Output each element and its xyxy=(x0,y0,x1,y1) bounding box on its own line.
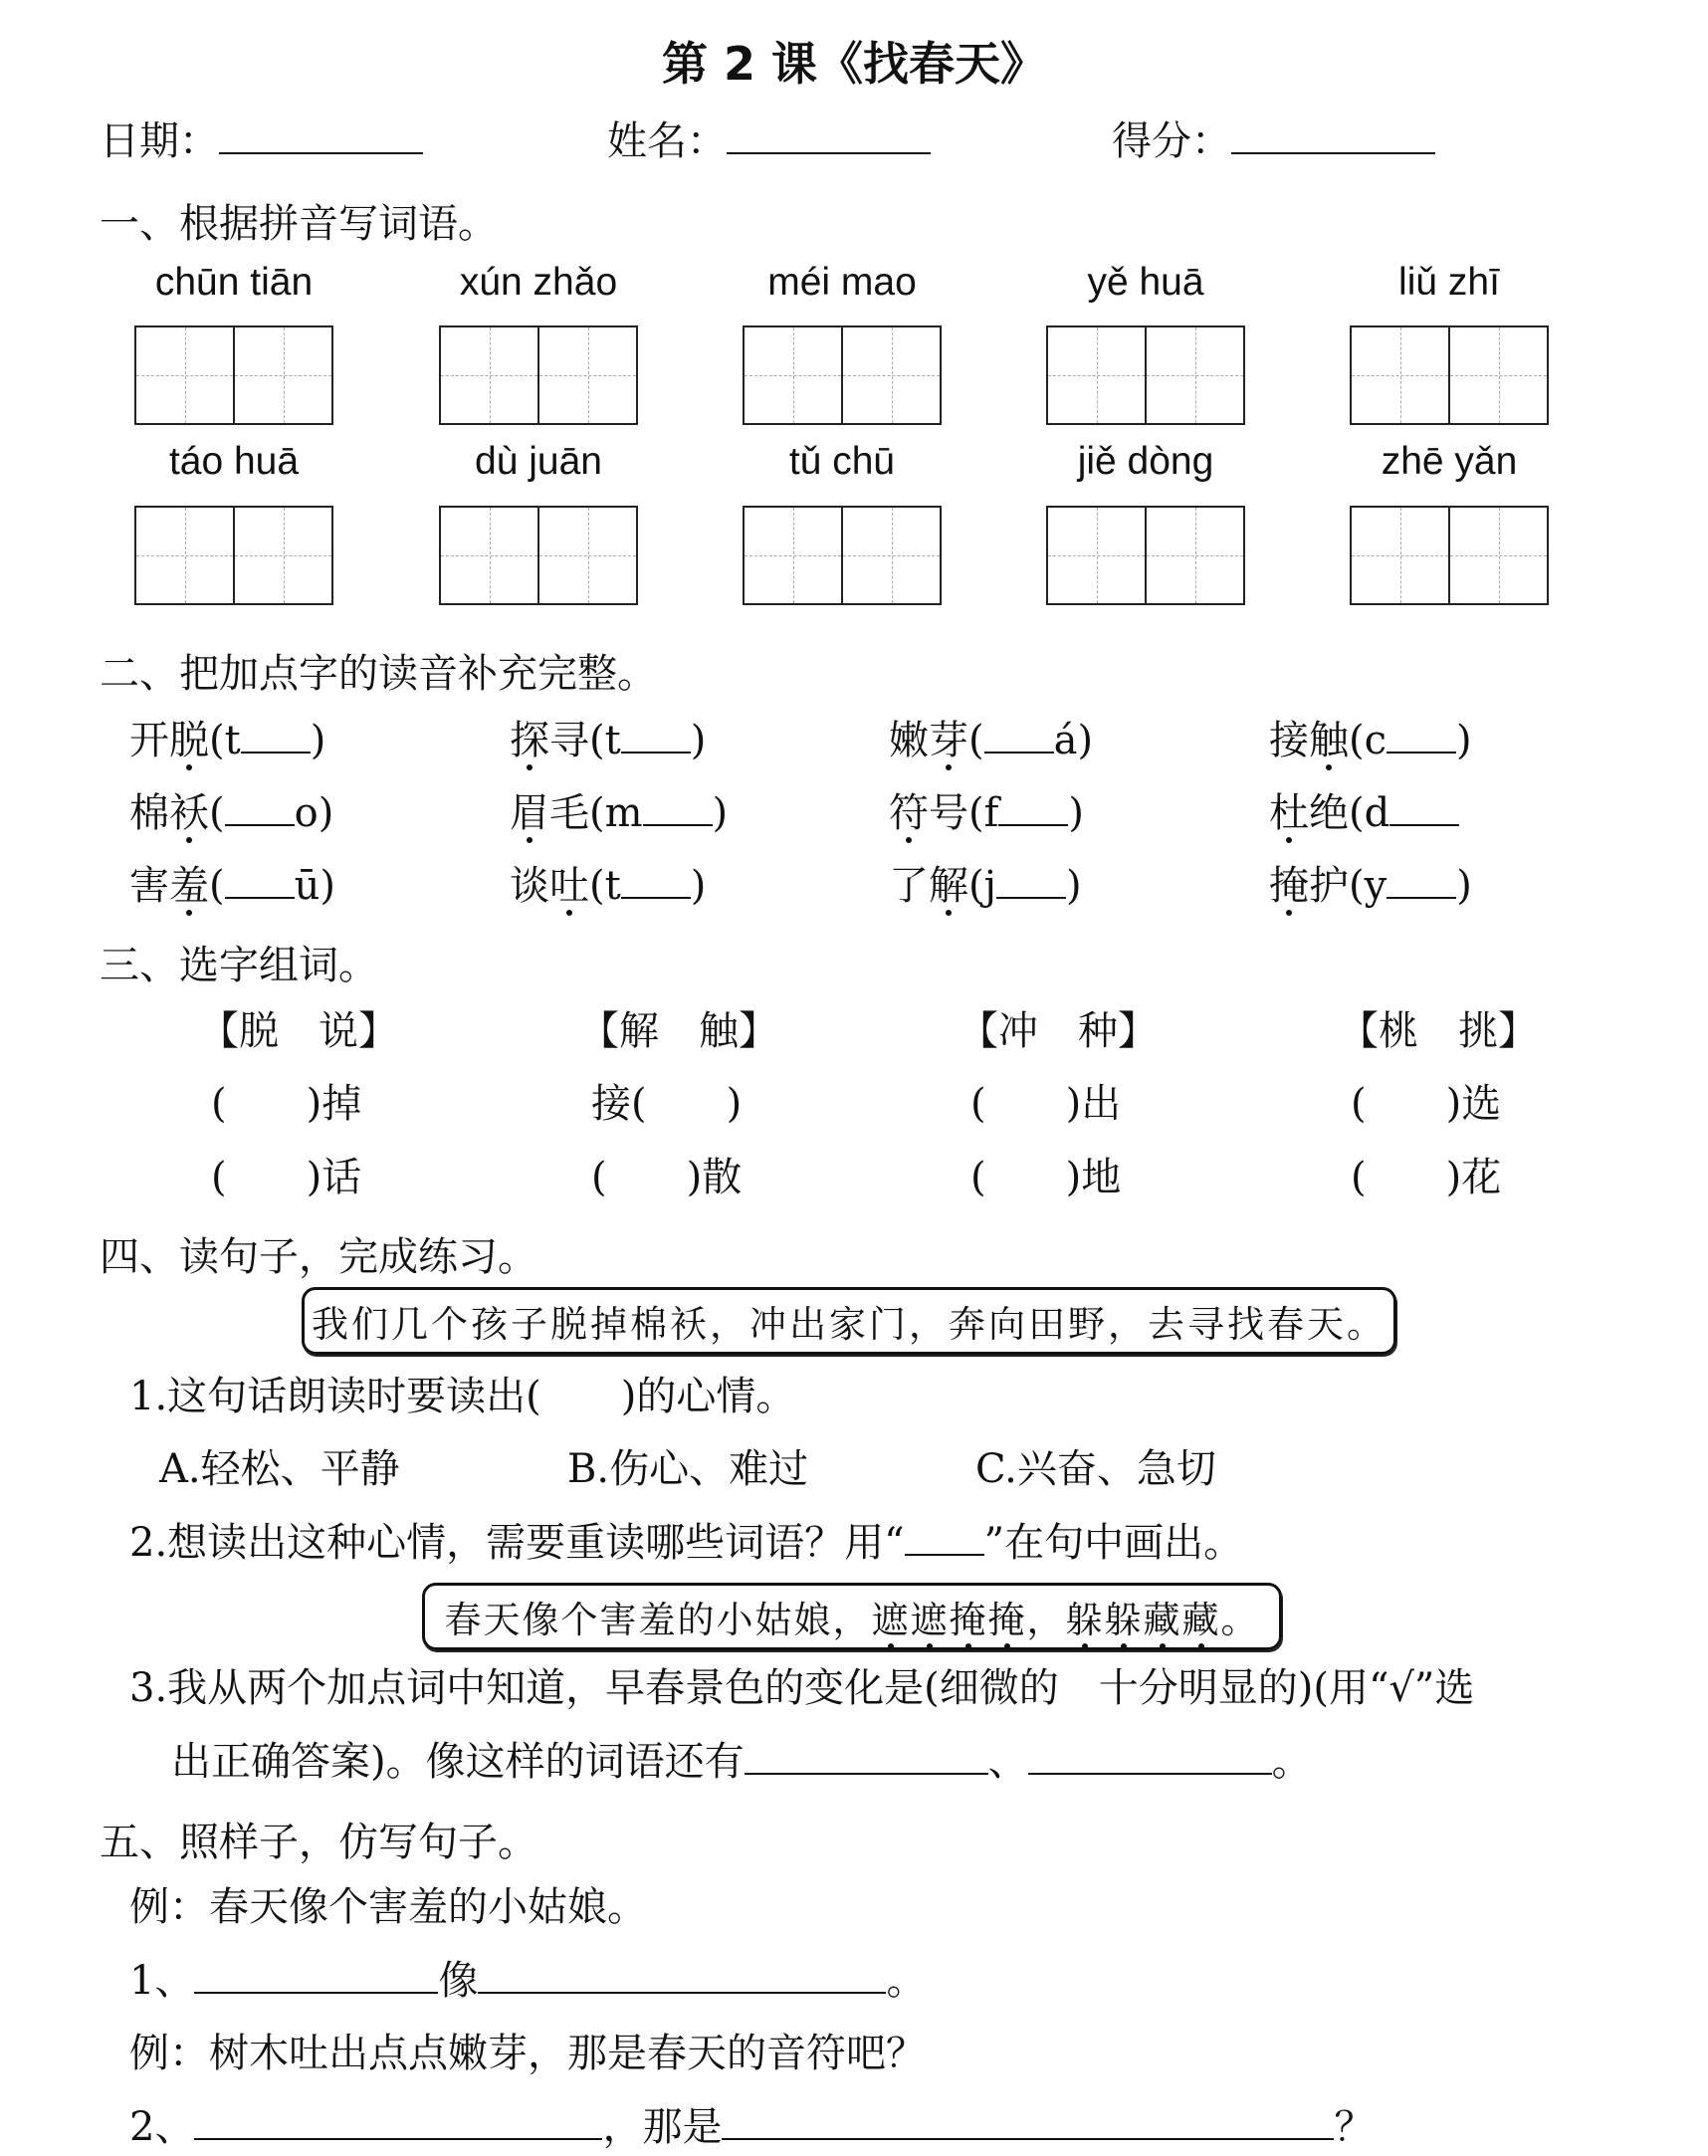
score-label: 得分： xyxy=(1112,118,1231,164)
answer-blank[interactable] xyxy=(241,720,311,754)
dotted-word-2-text: 躲躲藏藏 xyxy=(1065,1599,1221,1641)
answer-blank-1[interactable] xyxy=(745,1739,988,1775)
grid-cell[interactable] xyxy=(441,508,537,603)
grid-cell[interactable] xyxy=(441,327,537,423)
question-3-end: 。 xyxy=(1271,1739,1312,1785)
answer-blank[interactable] xyxy=(225,865,295,899)
word-char: 了 xyxy=(889,863,929,909)
answer-blank[interactable] xyxy=(643,792,713,826)
word-char: 触 xyxy=(1309,718,1349,763)
passage-box-1 xyxy=(302,1287,1396,1355)
dotted-word-1 xyxy=(872,1590,1027,1643)
word-char: 脱 xyxy=(169,718,209,763)
pinyin-fill-item xyxy=(889,862,1082,910)
answer-blank[interactable] xyxy=(1389,792,1459,826)
pinyin-fill-item xyxy=(1269,862,1472,910)
rewrite-1-number: 1、 xyxy=(129,1958,195,2004)
pinyin-label: yě huā xyxy=(1087,261,1204,304)
pinyin-label: méi mao xyxy=(767,261,917,304)
word-char: 掩 xyxy=(1269,863,1309,909)
word-char: 棉 xyxy=(129,790,169,836)
grid-cell[interactable] xyxy=(537,327,636,423)
tianzige-box[interactable] xyxy=(1350,506,1549,605)
pinyin-fill-item xyxy=(1269,717,1472,764)
word-char: 符 xyxy=(889,790,929,836)
pinyin-label: chūn tiān xyxy=(154,261,314,304)
grid-cell[interactable] xyxy=(136,508,233,603)
pinyin-label: dù juān xyxy=(475,440,602,483)
section-5-heading: 五、照样子，仿写句子。 xyxy=(100,1820,537,1865)
answer-blank[interactable] xyxy=(1387,865,1456,899)
tianzige-box[interactable] xyxy=(439,506,638,605)
name-label: 姓名： xyxy=(607,118,727,164)
fill-word-row[interactable]: ( )话 xyxy=(211,1155,362,1200)
passage-1-text: 我们几个孩子脱掉棉袄，冲出家门，奔向田野，去寻找春天。 xyxy=(312,1303,1387,1346)
tianzige-box[interactable] xyxy=(1350,325,1549,425)
question-1: 1.这句话朗读时要读出( )的心情。 xyxy=(129,1374,796,1419)
word-char: 眉 xyxy=(510,790,549,836)
grid-cell[interactable] xyxy=(233,508,331,603)
pinyin-label: táo huā xyxy=(168,440,300,483)
word-char: 害 xyxy=(129,863,169,909)
fill-word-row[interactable]: 接( ) xyxy=(591,1081,743,1127)
word-char: 嫩 xyxy=(889,718,929,763)
pinyin-prefix: ( xyxy=(209,863,225,909)
name-blank[interactable] xyxy=(727,118,931,154)
fill-word-row[interactable]: ( )地 xyxy=(970,1155,1122,1200)
answer-blank[interactable] xyxy=(996,865,1066,899)
pinyin-fill-item xyxy=(889,717,1093,764)
tianzige-box[interactable] xyxy=(134,506,333,605)
tianzige-box[interactable] xyxy=(134,325,333,425)
grid-cell[interactable] xyxy=(136,327,233,423)
answer-blank[interactable] xyxy=(621,720,691,754)
rewrite-2-end: ？ xyxy=(1334,2104,1375,2150)
question-2-post: ”在句中画出。 xyxy=(983,1520,1244,1566)
grid-cell[interactable] xyxy=(1448,327,1547,423)
pinyin-prefix: (c xyxy=(1349,718,1388,763)
question-3-sep: 、 xyxy=(987,1739,1028,1785)
pinyin-fill-item xyxy=(510,862,706,910)
choice-pair: 【冲 种】 xyxy=(959,1008,1158,1054)
section-1-heading: 一、根据拼音写词语。 xyxy=(100,201,498,247)
pinyin-suffix: ) xyxy=(1066,863,1082,909)
pinyin-suffix: ū) xyxy=(294,863,335,909)
section-3-heading: 三、选字组词。 xyxy=(100,943,378,988)
example-1: 例：春天像个害羞的小姑娘。 xyxy=(129,1884,647,1930)
rewrite-2-blank-a[interactable] xyxy=(194,2104,602,2140)
word-char: 号 xyxy=(929,790,968,836)
grid-cell[interactable] xyxy=(841,327,940,423)
grid-cell[interactable] xyxy=(1145,327,1243,423)
pinyin-fill-item xyxy=(510,717,706,764)
page-title: 第 2 课《找春天》 xyxy=(661,37,1047,91)
passage-box-2 xyxy=(422,1583,1282,1650)
answer-blank-2[interactable] xyxy=(1028,1739,1272,1775)
pinyin-fill-item xyxy=(129,717,325,764)
word-char: 芽 xyxy=(929,718,968,763)
fill-word-row[interactable]: ( )散 xyxy=(591,1155,743,1200)
pinyin-suffix: o) xyxy=(294,790,334,836)
question-2 xyxy=(129,1519,1243,1567)
fill-word-row[interactable]: ( )出 xyxy=(970,1081,1122,1127)
pinyin-suffix: ) xyxy=(690,863,707,909)
grid-cell[interactable] xyxy=(1145,508,1243,603)
date-blank[interactable] xyxy=(219,118,423,154)
word-char: 杜 xyxy=(1269,790,1309,836)
pinyin-prefix: ( xyxy=(209,790,225,836)
pinyin-label: jiě dòng xyxy=(1077,440,1214,483)
word-char: 解 xyxy=(929,863,968,909)
word-char: 开 xyxy=(129,718,169,763)
emphasis-dots-2 xyxy=(1066,1643,1221,1651)
grid-cell[interactable] xyxy=(1048,508,1145,603)
answer-blank[interactable] xyxy=(998,792,1068,826)
dotted-word-1-text: 遮遮掩掩 xyxy=(871,1599,1027,1641)
choice-pair: 【脱 说】 xyxy=(199,1008,398,1054)
pinyin-fill-item xyxy=(1269,789,1459,837)
rewrite-1-end: 。 xyxy=(886,1958,927,2004)
date-field[interactable] xyxy=(100,117,423,165)
tianzige-box[interactable] xyxy=(439,325,638,425)
choice-pair: 【桃 挑】 xyxy=(1339,1008,1538,1054)
word-char: 寻 xyxy=(549,718,589,763)
rewrite-1-mid: 像 xyxy=(438,1958,479,2004)
grid-cell[interactable] xyxy=(745,327,841,423)
fill-word-row[interactable]: ( )选 xyxy=(1351,1081,1502,1127)
pinyin-fill-item xyxy=(510,789,728,837)
word-char: 谈 xyxy=(510,863,549,909)
pinyin-prefix: (t xyxy=(589,718,621,763)
word-char: 护 xyxy=(1309,863,1349,909)
pinyin-fill-item xyxy=(889,789,1084,837)
question-3-line-2 xyxy=(171,1738,1312,1786)
pinyin-fill-item xyxy=(129,789,333,837)
choice-pair: 【解 触】 xyxy=(579,1008,778,1054)
grid-cell[interactable] xyxy=(1448,508,1547,603)
section-2-heading: 二、把加点字的读音补充完整。 xyxy=(100,651,657,697)
pinyin-suffix: ) xyxy=(1456,863,1472,909)
emphasis-dots-1 xyxy=(872,1643,1027,1651)
fill-word-row[interactable]: ( )掉 xyxy=(211,1081,362,1127)
example-2: 例：树木吐出点点嫩芽，那是春天的音符吧？ xyxy=(129,2031,926,2076)
question-2-pre: 2.想读出这种心情，需要重读哪些词语？用“ xyxy=(129,1520,905,1566)
pinyin-label: tǔ chū xyxy=(788,440,896,483)
tianzige-box[interactable] xyxy=(1046,506,1245,605)
word-char: 探 xyxy=(510,718,549,763)
pinyin-suffix: ) xyxy=(1456,718,1472,763)
fill-word-row[interactable]: ( )花 xyxy=(1351,1155,1502,1200)
pinyin-suffix: ) xyxy=(712,790,729,836)
pinyin-label: liǔ zhī xyxy=(1398,261,1500,304)
tianzige-box[interactable] xyxy=(743,506,942,605)
passage-2-sep: ， xyxy=(1026,1599,1066,1641)
date-label: 日期： xyxy=(100,118,219,164)
answer-blank[interactable] xyxy=(225,792,295,826)
tianzige-box[interactable] xyxy=(743,325,942,425)
rewrite-2-blank-b[interactable] xyxy=(722,2104,1334,2140)
score-blank[interactable] xyxy=(1231,118,1435,154)
grid-cell[interactable] xyxy=(841,508,940,603)
pinyin-prefix: (t xyxy=(209,718,241,763)
option-c[interactable]: C.兴奋、急切 xyxy=(975,1446,1216,1492)
rewrite-1 xyxy=(129,1957,926,2005)
answer-blank[interactable] xyxy=(984,720,1054,754)
pinyin-prefix: (d xyxy=(1349,790,1390,836)
word-char: 接 xyxy=(1269,718,1309,763)
grid-cell[interactable] xyxy=(233,327,331,423)
word-char: 吐 xyxy=(549,863,589,909)
pinyin-prefix: (t xyxy=(589,863,621,909)
option-a[interactable]: A.轻松、平静 xyxy=(159,1446,400,1492)
word-char: 羞 xyxy=(169,863,209,909)
word-char: 袄 xyxy=(169,790,209,836)
name-field[interactable] xyxy=(607,117,931,165)
word-char: 绝 xyxy=(1309,790,1349,836)
grid-cell[interactable] xyxy=(537,508,636,603)
pinyin-prefix: (j xyxy=(968,863,997,909)
question-3-pre: 出正确答案)。像这样的词语还有 xyxy=(171,1739,745,1785)
score-field[interactable] xyxy=(1112,117,1435,165)
passage-2-end: 。 xyxy=(1220,1599,1260,1641)
grid-cell[interactable] xyxy=(745,508,841,603)
passage-2-plain: 春天像个害羞的小姑娘， xyxy=(444,1599,872,1641)
pinyin-suffix: á) xyxy=(1053,718,1094,763)
pinyin-suffix: ) xyxy=(690,718,707,763)
pinyin-label: xún zhǎo xyxy=(459,261,618,304)
pinyin-suffix: ) xyxy=(310,718,326,763)
underline-sample xyxy=(905,1522,984,1556)
rewrite-1-blank-b[interactable] xyxy=(478,1958,886,1994)
pinyin-prefix: (f xyxy=(968,790,999,836)
answer-blank[interactable] xyxy=(1387,720,1456,754)
pinyin-suffix: ) xyxy=(1068,790,1085,836)
rewrite-2-mid: ，那是 xyxy=(602,2104,723,2150)
rewrite-2-number: 2、 xyxy=(129,2104,195,2150)
question-3-line-1: 3.我从两个加点词中知道，早春景色的变化是(细微的 十分明显的)(用“√”选 xyxy=(129,1665,1475,1711)
rewrite-1-blank-a[interactable] xyxy=(194,1958,438,1994)
option-b[interactable]: B.伤心、难过 xyxy=(567,1446,809,1492)
dotted-word-2 xyxy=(1066,1590,1221,1643)
pinyin-prefix: (y xyxy=(1349,863,1388,909)
grid-cell[interactable] xyxy=(1352,508,1448,603)
grid-cell[interactable] xyxy=(1048,327,1145,423)
rewrite-2 xyxy=(129,2103,1374,2151)
answer-blank[interactable] xyxy=(621,865,691,899)
pinyin-prefix: ( xyxy=(968,718,984,763)
pinyin-prefix: (m xyxy=(589,790,643,836)
tianzige-box[interactable] xyxy=(1046,325,1245,425)
pinyin-label: zhē yǎn xyxy=(1381,440,1518,483)
word-char: 毛 xyxy=(549,790,589,836)
section-4-heading: 四、读句子，完成练习。 xyxy=(100,1234,537,1280)
grid-cell[interactable] xyxy=(1352,327,1448,423)
pinyin-fill-item xyxy=(129,862,335,910)
